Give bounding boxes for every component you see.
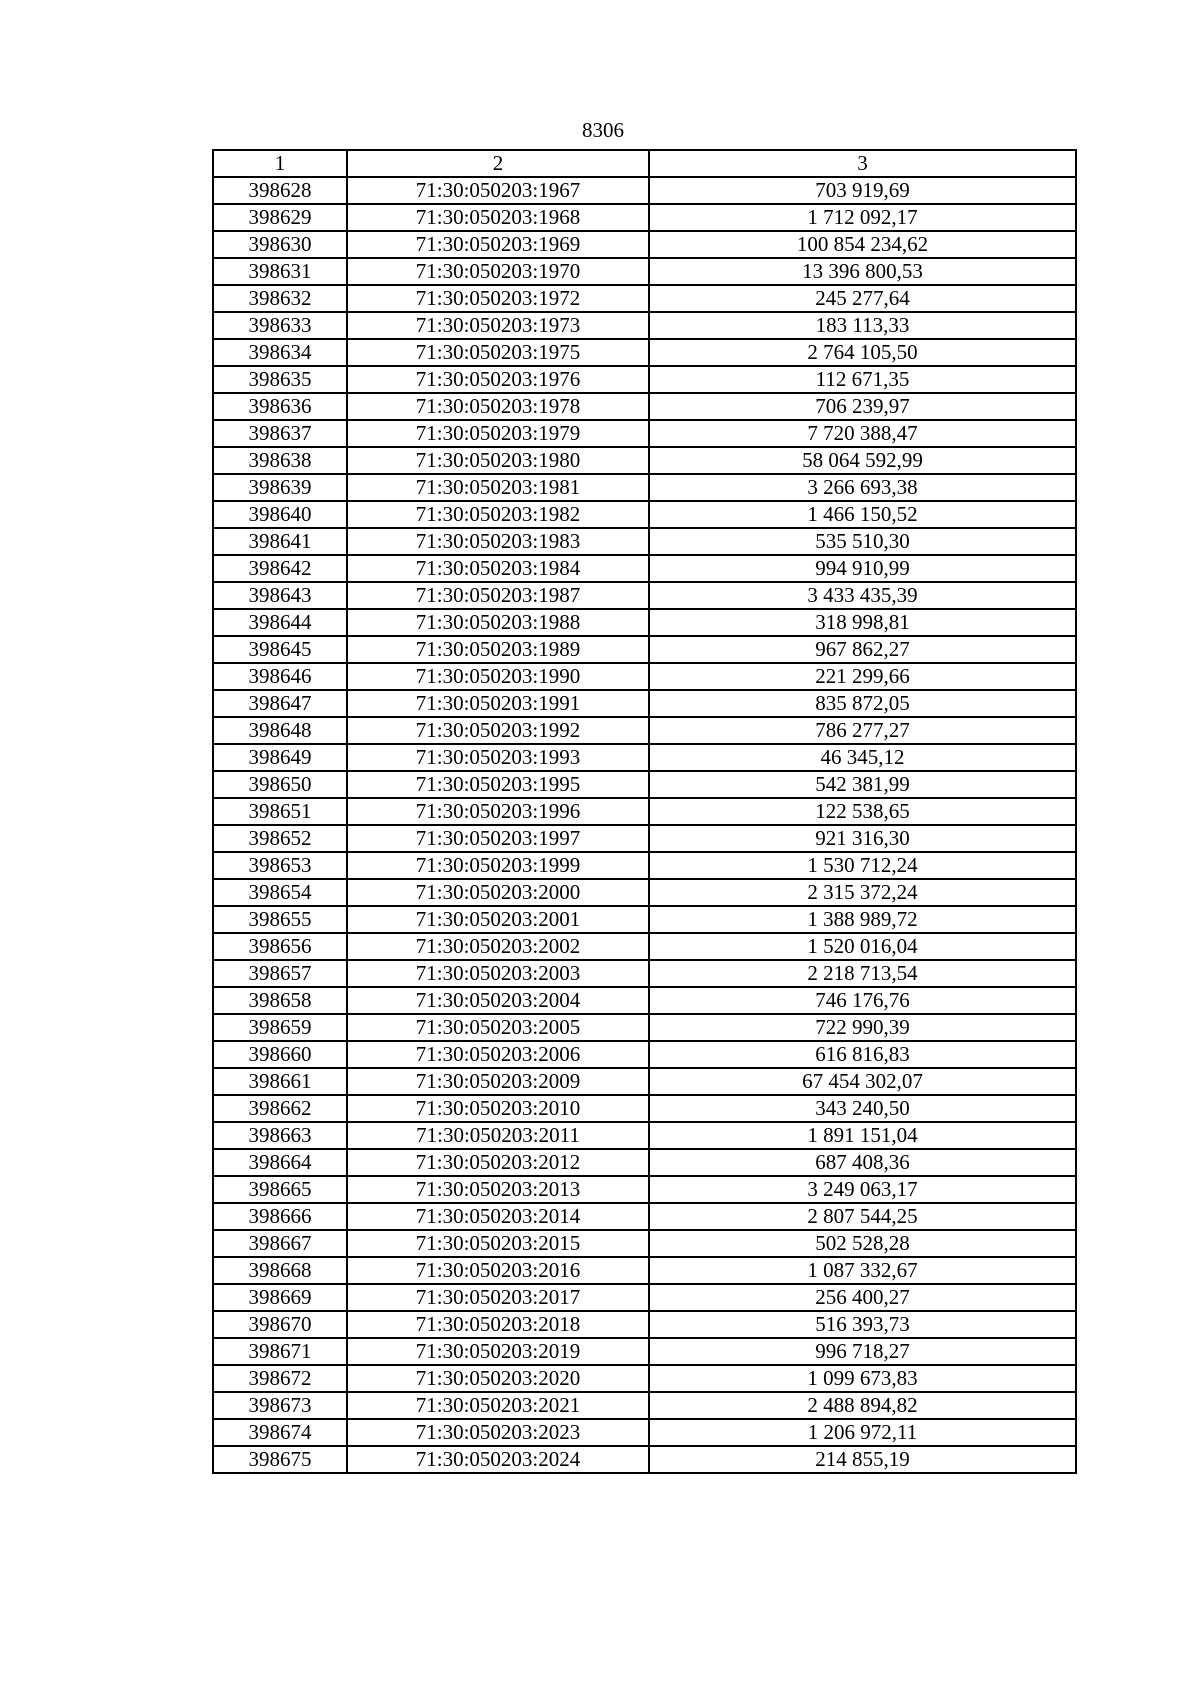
cadastral-number-cell: 71:30:050203:1987 <box>347 582 649 609</box>
table-row <box>213 285 1076 312</box>
row-number-cell: 398648 <box>213 717 347 744</box>
row-number-cell: 398653 <box>213 852 347 879</box>
value-cell: 183 113,33 <box>649 312 1076 339</box>
table-row <box>213 690 1076 717</box>
row-number-cell: 398657 <box>213 960 347 987</box>
cadastral-number-cell: 71:30:050203:1993 <box>347 744 649 771</box>
value-cell: 46 345,12 <box>649 744 1076 771</box>
row-number-cell: 398641 <box>213 528 347 555</box>
value-cell: 1 388 989,72 <box>649 906 1076 933</box>
cadastral-number-cell: 71:30:050203:1992 <box>347 717 649 744</box>
value-cell: 1 087 332,67 <box>649 1257 1076 1284</box>
table-row <box>213 933 1076 960</box>
row-number-cell: 398668 <box>213 1257 347 1284</box>
table-row <box>213 1365 1076 1392</box>
table-row <box>213 1068 1076 1095</box>
cadastral-number-cell: 71:30:050203:2010 <box>347 1095 649 1122</box>
data-table <box>212 149 1077 1474</box>
value-cell: 2 807 544,25 <box>649 1203 1076 1230</box>
row-number-cell: 398628 <box>213 177 347 204</box>
table-row <box>213 987 1076 1014</box>
row-number-cell: 398661 <box>213 1068 347 1095</box>
row-number-cell: 398655 <box>213 906 347 933</box>
row-number-cell: 398665 <box>213 1176 347 1203</box>
row-number-cell: 398646 <box>213 663 347 690</box>
table-row <box>213 798 1076 825</box>
value-cell: 2 315 372,24 <box>649 879 1076 906</box>
header-cell: 1 <box>213 150 347 177</box>
row-number-cell: 398638 <box>213 447 347 474</box>
row-number-cell: 398660 <box>213 1041 347 1068</box>
cadastral-number-cell: 71:30:050203:2000 <box>347 879 649 906</box>
value-cell: 1 520 016,04 <box>649 933 1076 960</box>
row-number-cell: 398633 <box>213 312 347 339</box>
value-cell: 122 538,65 <box>649 798 1076 825</box>
row-number-cell: 398631 <box>213 258 347 285</box>
table-row <box>213 1419 1076 1446</box>
value-cell: 245 277,64 <box>649 285 1076 312</box>
row-number-cell: 398662 <box>213 1095 347 1122</box>
value-cell: 502 528,28 <box>649 1230 1076 1257</box>
page-number <box>0 118 1200 142</box>
row-number-cell: 398656 <box>213 933 347 960</box>
table-row <box>213 582 1076 609</box>
value-cell: 687 408,36 <box>649 1149 1076 1176</box>
cadastral-number-cell: 71:30:050203:2014 <box>347 1203 649 1230</box>
cadastral-number-cell: 71:30:050203:1970 <box>347 258 649 285</box>
value-cell: 996 718,27 <box>649 1338 1076 1365</box>
value-cell: 214 855,19 <box>649 1446 1076 1473</box>
table-row <box>213 339 1076 366</box>
row-number-cell: 398666 <box>213 1203 347 1230</box>
value-cell: 100 854 234,62 <box>649 231 1076 258</box>
row-number-cell: 398663 <box>213 1122 347 1149</box>
cadastral-number-cell: 71:30:050203:1999 <box>347 852 649 879</box>
page-number-text: 8306 <box>582 118 624 142</box>
cadastral-number-cell: 71:30:050203:1988 <box>347 609 649 636</box>
cadastral-number-cell: 71:30:050203:1984 <box>347 555 649 582</box>
value-cell: 1 891 151,04 <box>649 1122 1076 1149</box>
table-row <box>213 717 1076 744</box>
table-row <box>213 177 1076 204</box>
table-row <box>213 1014 1076 1041</box>
row-number-cell: 398650 <box>213 771 347 798</box>
row-number-cell: 398675 <box>213 1446 347 1473</box>
table-row <box>213 1311 1076 1338</box>
row-number-cell: 398630 <box>213 231 347 258</box>
row-number-cell: 398674 <box>213 1419 347 1446</box>
table-row <box>213 501 1076 528</box>
table-row <box>213 420 1076 447</box>
cadastral-number-cell: 71:30:050203:2011 <box>347 1122 649 1149</box>
cadastral-number-cell: 71:30:050203:1990 <box>347 663 649 690</box>
cadastral-number-cell: 71:30:050203:1996 <box>347 798 649 825</box>
value-cell: 746 176,76 <box>649 987 1076 1014</box>
cadastral-number-cell: 71:30:050203:2020 <box>347 1365 649 1392</box>
cadastral-number-cell: 71:30:050203:2005 <box>347 1014 649 1041</box>
cadastral-number-cell: 71:30:050203:1991 <box>347 690 649 717</box>
table-row <box>213 1338 1076 1365</box>
table-row <box>213 474 1076 501</box>
row-number-cell: 398636 <box>213 393 347 420</box>
header-cell: 3 <box>649 150 1076 177</box>
table-row <box>213 609 1076 636</box>
row-number-cell: 398667 <box>213 1230 347 1257</box>
cadastral-number-cell: 71:30:050203:1983 <box>347 528 649 555</box>
table-row <box>213 1149 1076 1176</box>
row-number-cell: 398669 <box>213 1284 347 1311</box>
cadastral-number-cell: 71:30:050203:2013 <box>347 1176 649 1203</box>
value-cell: 1 712 092,17 <box>649 204 1076 231</box>
table-row <box>213 312 1076 339</box>
value-cell: 722 990,39 <box>649 1014 1076 1041</box>
cadastral-number-cell: 71:30:050203:2021 <box>347 1392 649 1419</box>
cadastral-number-cell: 71:30:050203:1981 <box>347 474 649 501</box>
cadastral-number-cell: 71:30:050203:2004 <box>347 987 649 1014</box>
table-row <box>213 771 1076 798</box>
table-row <box>213 1392 1076 1419</box>
header-cell: 2 <box>347 150 649 177</box>
cadastral-number-cell: 71:30:050203:2018 <box>347 1311 649 1338</box>
table-row <box>213 1230 1076 1257</box>
row-number-cell: 398672 <box>213 1365 347 1392</box>
row-number-cell: 398637 <box>213 420 347 447</box>
value-cell: 112 671,35 <box>649 366 1076 393</box>
value-cell: 221 299,66 <box>649 663 1076 690</box>
table-row <box>213 528 1076 555</box>
cadastral-number-cell: 71:30:050203:1975 <box>347 339 649 366</box>
row-number-cell: 398635 <box>213 366 347 393</box>
value-cell: 835 872,05 <box>649 690 1076 717</box>
value-cell: 2 764 105,50 <box>649 339 1076 366</box>
cadastral-number-cell: 71:30:050203:2012 <box>347 1149 649 1176</box>
value-cell: 3 249 063,17 <box>649 1176 1076 1203</box>
table-row <box>213 1446 1076 1473</box>
value-cell: 58 064 592,99 <box>649 447 1076 474</box>
table-row <box>213 1122 1076 1149</box>
table-row <box>213 663 1076 690</box>
cadastral-number-cell: 71:30:050203:1980 <box>347 447 649 474</box>
cadastral-number-cell: 71:30:050203:1982 <box>347 501 649 528</box>
value-cell: 3 266 693,38 <box>649 474 1076 501</box>
value-cell: 318 998,81 <box>649 609 1076 636</box>
value-cell: 542 381,99 <box>649 771 1076 798</box>
value-cell: 343 240,50 <box>649 1095 1076 1122</box>
value-cell: 2 488 894,82 <box>649 1392 1076 1419</box>
value-cell: 921 316,30 <box>649 825 1076 852</box>
row-number-cell: 398644 <box>213 609 347 636</box>
table-row <box>213 1203 1076 1230</box>
table-row <box>213 1041 1076 1068</box>
cadastral-number-cell: 71:30:050203:1968 <box>347 204 649 231</box>
value-cell: 703 919,69 <box>649 177 1076 204</box>
table-row <box>213 447 1076 474</box>
row-number-cell: 398649 <box>213 744 347 771</box>
table-row <box>213 906 1076 933</box>
row-number-cell: 398629 <box>213 204 347 231</box>
cadastral-number-cell: 71:30:050203:2023 <box>347 1419 649 1446</box>
value-cell: 1 099 673,83 <box>649 1365 1076 1392</box>
value-cell: 516 393,73 <box>649 1311 1076 1338</box>
value-cell: 994 910,99 <box>649 555 1076 582</box>
cadastral-number-cell: 71:30:050203:1979 <box>347 420 649 447</box>
value-cell: 3 433 435,39 <box>649 582 1076 609</box>
row-number-cell: 398671 <box>213 1338 347 1365</box>
row-number-cell: 398652 <box>213 825 347 852</box>
cadastral-number-cell: 71:30:050203:1989 <box>347 636 649 663</box>
row-number-cell: 398634 <box>213 339 347 366</box>
cadastral-number-cell: 71:30:050203:1995 <box>347 771 649 798</box>
table-row <box>213 879 1076 906</box>
cadastral-number-cell: 71:30:050203:1973 <box>347 312 649 339</box>
cadastral-number-cell: 71:30:050203:1972 <box>347 285 649 312</box>
cadastral-number-cell: 71:30:050203:1978 <box>347 393 649 420</box>
cadastral-number-cell: 71:30:050203:1997 <box>347 825 649 852</box>
value-cell: 1 466 150,52 <box>649 501 1076 528</box>
row-number-cell: 398632 <box>213 285 347 312</box>
row-number-cell: 398664 <box>213 1149 347 1176</box>
value-cell: 2 218 713,54 <box>649 960 1076 987</box>
row-number-cell: 398651 <box>213 798 347 825</box>
table-row <box>213 231 1076 258</box>
row-number-cell: 398673 <box>213 1392 347 1419</box>
cadastral-number-cell: 71:30:050203:2016 <box>347 1257 649 1284</box>
value-cell: 1 530 712,24 <box>649 852 1076 879</box>
value-cell: 786 277,27 <box>649 717 1076 744</box>
cadastral-number-cell: 71:30:050203:2001 <box>347 906 649 933</box>
table-row <box>213 825 1076 852</box>
row-number-cell: 398643 <box>213 582 347 609</box>
table-row <box>213 555 1076 582</box>
table-row <box>213 636 1076 663</box>
table-row <box>213 1176 1076 1203</box>
cadastral-number-cell: 71:30:050203:2003 <box>347 960 649 987</box>
table-body <box>213 150 1076 1473</box>
cadastral-number-cell: 71:30:050203:2002 <box>347 933 649 960</box>
row-number-cell: 398645 <box>213 636 347 663</box>
row-number-cell: 398642 <box>213 555 347 582</box>
value-cell: 67 454 302,07 <box>649 1068 1076 1095</box>
cadastral-number-cell: 71:30:050203:1967 <box>347 177 649 204</box>
row-number-cell: 398670 <box>213 1311 347 1338</box>
row-number-cell: 398658 <box>213 987 347 1014</box>
row-number-cell: 398639 <box>213 474 347 501</box>
value-cell: 967 862,27 <box>649 636 1076 663</box>
table-row <box>213 393 1076 420</box>
table-row <box>213 366 1076 393</box>
table-header-row <box>213 150 1076 177</box>
table-row <box>213 204 1076 231</box>
cadastral-number-cell: 71:30:050203:2024 <box>347 1446 649 1473</box>
table-row <box>213 258 1076 285</box>
value-cell: 706 239,97 <box>649 393 1076 420</box>
cadastral-number-cell: 71:30:050203:1976 <box>347 366 649 393</box>
table-row <box>213 744 1076 771</box>
value-cell: 7 720 388,47 <box>649 420 1076 447</box>
value-cell: 13 396 800,53 <box>649 258 1076 285</box>
row-number-cell: 398647 <box>213 690 347 717</box>
cadastral-number-cell: 71:30:050203:2006 <box>347 1041 649 1068</box>
value-cell: 256 400,27 <box>649 1284 1076 1311</box>
row-number-cell: 398640 <box>213 501 347 528</box>
value-cell: 535 510,30 <box>649 528 1076 555</box>
table-row <box>213 1257 1076 1284</box>
cadastral-number-cell: 71:30:050203:2009 <box>347 1068 649 1095</box>
value-cell: 616 816,83 <box>649 1041 1076 1068</box>
cadastral-number-cell: 71:30:050203:2017 <box>347 1284 649 1311</box>
cadastral-number-cell: 71:30:050203:2019 <box>347 1338 649 1365</box>
row-number-cell: 398659 <box>213 1014 347 1041</box>
row-number-cell: 398654 <box>213 879 347 906</box>
value-cell: 1 206 972,11 <box>649 1419 1076 1446</box>
cadastral-number-cell: 71:30:050203:1969 <box>347 231 649 258</box>
table-row <box>213 1095 1076 1122</box>
table-row <box>213 1284 1076 1311</box>
table-row <box>213 852 1076 879</box>
cadastral-number-cell: 71:30:050203:2015 <box>347 1230 649 1257</box>
table-row <box>213 960 1076 987</box>
